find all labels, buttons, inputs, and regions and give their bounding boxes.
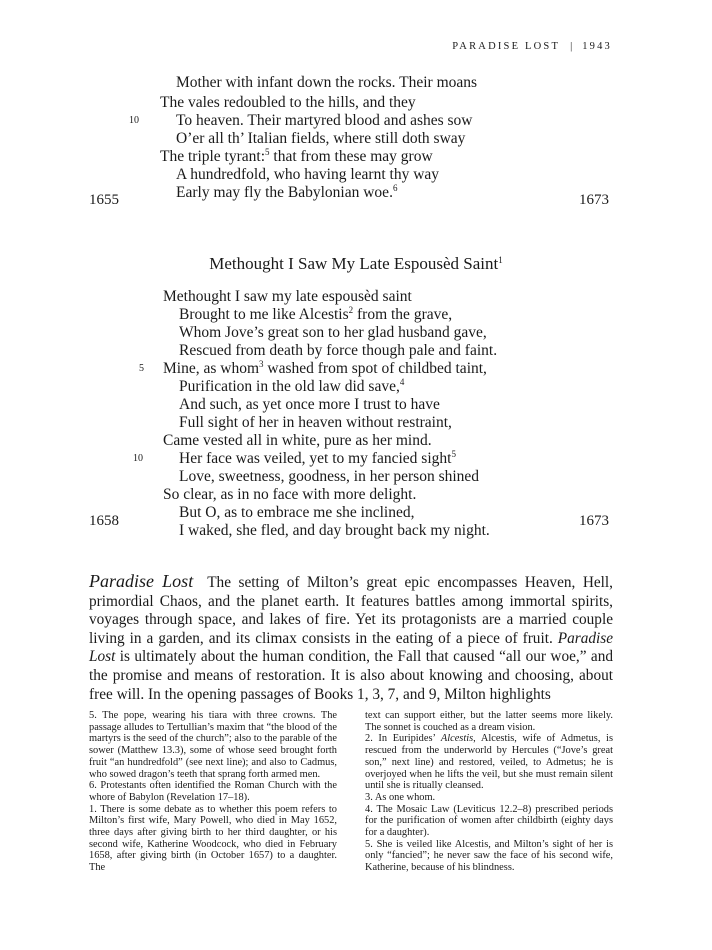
poem-line: And such, as yet once more I trust to have bbox=[179, 396, 440, 413]
poem-line-text: Early may fly the Babylonian woe. bbox=[176, 184, 393, 201]
composition-date: 1658 bbox=[89, 513, 119, 529]
composition-date: 1655 bbox=[89, 192, 119, 208]
poem-line-text: Purification in the old law did save, bbox=[179, 378, 400, 395]
publication-date: 1673 bbox=[579, 513, 609, 529]
footnote-ref: 1 bbox=[498, 255, 503, 265]
poem-line: Rescued from death by force though pale and faint. bbox=[179, 342, 498, 359]
sonnet-title-text: Methought I Saw My Late Espousèd Saint bbox=[209, 254, 499, 273]
poem-line-text: that from these may grow bbox=[269, 148, 433, 165]
footnote-text: , Alcestis, wife of Admetus, is rescued from the underworld by Hercules (“Jove’s great son,” next line) and restored, veiled, to Admetus; he is overjoyed when he lifts the veil, but she must remain silent until she is ritually cleansed. bbox=[365, 733, 613, 792]
poem-line: O’er all th’ Italian fields, where still doth sway bbox=[176, 130, 466, 147]
footnote-ref: 2 bbox=[348, 305, 354, 315]
poem-line bbox=[176, 183, 397, 203]
poem-line: So clear, as in no face with more delight. bbox=[163, 486, 417, 503]
poem-line: Mother with infant down the rocks. Their moans bbox=[176, 74, 478, 91]
poem-line: Whom Jove’s great son to her glad husband gave, bbox=[179, 324, 487, 341]
sonnet-title bbox=[0, 254, 712, 274]
footnote bbox=[365, 733, 613, 792]
line-number: 5 bbox=[139, 363, 144, 374]
running-head-title: PARADISE LOST bbox=[452, 41, 561, 52]
footnote: 6. Protestants often identified the Roman Church with the whore of Babylon (Revelation 17–18). bbox=[89, 780, 337, 803]
poem-line bbox=[179, 305, 452, 325]
poem-line-text: washed from spot of childbed taint, bbox=[263, 360, 487, 377]
footnotes-right-column bbox=[365, 710, 613, 874]
poem-line-text: Brought to me like Alcestis bbox=[179, 306, 349, 323]
footnotes-left-column bbox=[89, 710, 337, 874]
footnote: 5. She is veiled like Alcestis, and Milton’s sight of her is only “fancied”; he never saw the face of his second wife, Katherine, because of his blindness. bbox=[365, 838, 613, 874]
title-italic: Paradise Lost bbox=[89, 629, 613, 666]
poem-line-text: The triple tyrant: bbox=[160, 148, 266, 165]
poem-line-text: Mine, as whom bbox=[163, 360, 260, 377]
footnote-text: 2. In Euripides’ bbox=[365, 733, 441, 745]
poem-line: Came vested all in white, pure as her mind. bbox=[163, 432, 432, 449]
poem-line bbox=[179, 377, 404, 397]
footnote: 5. The pope, wearing his tiara with three crowns. The passage alludes to Tertullian’s maxim that “the blood of the martyrs is the seed of the church”; also to the parable of the sower (Matthew 13.3), some of whose seed brought forth fruit “an hundredfold” (see next line); and also to Cadmus, who sowed dragon’s teeth that sprang forth armed men. bbox=[89, 710, 337, 780]
poem-line-text: from the grave, bbox=[353, 306, 453, 323]
footnote: 4. The Mosaic Law (Leviticus 12.2–8) prescribed periods for the purification of women after childbirth (eighty days for a daughter). bbox=[365, 803, 613, 839]
footnote-ref: 5 bbox=[451, 449, 456, 459]
running-head-separator: | bbox=[570, 41, 573, 52]
line-number: 10 bbox=[133, 453, 143, 464]
footnote-ref: 5 bbox=[265, 147, 270, 157]
introduction-paragraph bbox=[89, 572, 613, 704]
section-heading: Paradise Lost bbox=[89, 571, 194, 591]
poem-line bbox=[160, 147, 433, 167]
page-number: 1943 bbox=[582, 41, 612, 52]
poem-line: A hundredfold, who having learnt thy way bbox=[176, 166, 440, 183]
footnote-ref: 4 bbox=[399, 377, 405, 387]
poem-line: Love, sweetness, goodness, in her person shined bbox=[179, 468, 480, 485]
running-head bbox=[452, 41, 612, 52]
poem-line: The vales redoubled to the hills, and they bbox=[160, 94, 416, 111]
poem-line: To heaven. Their martyred blood and ashes sow bbox=[176, 112, 473, 129]
poem-line bbox=[163, 359, 487, 379]
poem-line: Full sight of her in heaven without restraint, bbox=[179, 414, 452, 431]
footnote-ref: 6 bbox=[392, 183, 398, 193]
footnote: 3. As one whom. bbox=[365, 791, 436, 803]
title-italic: Alcestis bbox=[440, 733, 474, 745]
poem-line-text: Her face was veiled, yet to my fancied sight bbox=[179, 450, 452, 467]
poem-line: Methought I saw my late espousèd saint bbox=[163, 288, 412, 305]
poem-line: I waked, she fled, and day brought back my night. bbox=[179, 522, 490, 539]
paragraph-text: The setting of Milton’s great epic encompasses Heaven, Hell, primordial Chaos, and the planet earth. It features battles among immortal spirits, voyages through space, and lakes of fire. Yet its protagonists are a married couple living in a garden, and its climax consists in the eating of a piece of fruit. bbox=[89, 574, 613, 647]
footnote: 1. There is some debate as to whether this poem refers to Milton’s first wife, Mary Powell, who died in May 1652, three days after giving birth to her third daughter, or his second wife, Katherine Woodcock, who died in February 1658, after giving birth (in October 1657) to a daughter. The bbox=[89, 803, 337, 874]
footnote: text can support either, but the latter seems more likely. The sonnet is couched as a dream vision. bbox=[365, 710, 613, 733]
publication-date: 1673 bbox=[579, 192, 609, 208]
paragraph-text: is ultimately about the human condition, the Fall that caused “all our woe,” and the promise and means of restoration. It is also about knowing and choosing, about free will. In the opening passages of Books 1, 3, 7, and 9, Milton highlights bbox=[89, 648, 613, 703]
footnote-ref: 3 bbox=[259, 359, 264, 369]
poem-line: But O, as to embrace me she inclined, bbox=[179, 504, 415, 521]
line-number: 10 bbox=[129, 115, 139, 126]
poem-line bbox=[179, 449, 456, 469]
